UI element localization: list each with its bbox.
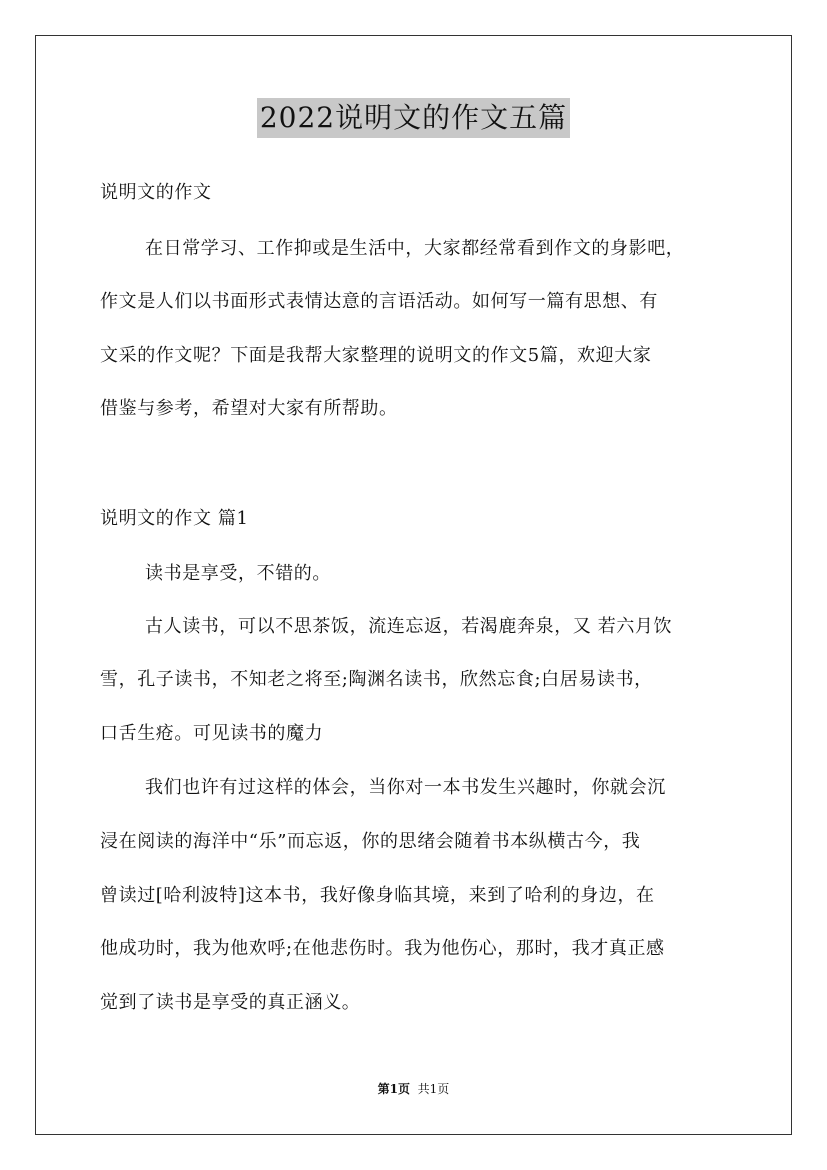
section-line-7: 曾读过[哈利波特]这本书，我好像身临其境，来到了哈利的身边，在 xyxy=(100,885,655,906)
intro-line-4: 借鉴与参考，希望对大家有所帮助。 xyxy=(100,398,398,419)
intro-line-1: 在日常学习、工作抑或是生活中，大家都经常看到作文的身影吧， xyxy=(145,238,685,259)
document-title: 2022说明文的作文五篇 xyxy=(257,98,570,138)
intro-line-2: 作文是人们以书面形式表情达意的言语活动。如何写一篇有思想、有 xyxy=(100,291,658,312)
section-line-3: 雪，孔子读书，不知老之将至;陶渊名读书，欣然忘食;白居易读书， xyxy=(100,669,653,690)
section-line-8: 他成功时，我为他欢呼;在他悲伤时。我为他伤心，那时，我才真正感 xyxy=(100,938,665,959)
section-line-6: 浸在阅读的海洋中“乐”而忘返，你的思绪会随着书本纵横古今，我 xyxy=(100,831,641,852)
section-heading: 说明文的作文 篇1 xyxy=(100,508,249,529)
page-total: 共1页 xyxy=(417,1082,450,1096)
section-line-9: 觉到了读书是享受的真正涵义。 xyxy=(100,992,361,1013)
section-line-4: 口舌生疮。可见读书的魔力 xyxy=(100,723,324,744)
section-line-5: 我们也许有过这样的体会，当你对一本书发生兴趣时，你就会沉 xyxy=(145,777,666,798)
section-line-1: 读书是享受，不错的。 xyxy=(145,563,331,584)
intro-line-3: 文采的作文呢？下面是我帮大家整理的说明文的作文5篇，欢迎大家 xyxy=(100,345,652,366)
page-footer xyxy=(0,1081,827,1097)
intro-heading: 说明文的作文 xyxy=(100,182,212,203)
section-line-2: 古人读书，可以不思茶饭，流连忘返，若渴鹿奔泉，又 若六月饮 xyxy=(145,616,673,637)
document-title-block xyxy=(0,98,827,138)
page-number: 第1页 xyxy=(377,1082,411,1096)
